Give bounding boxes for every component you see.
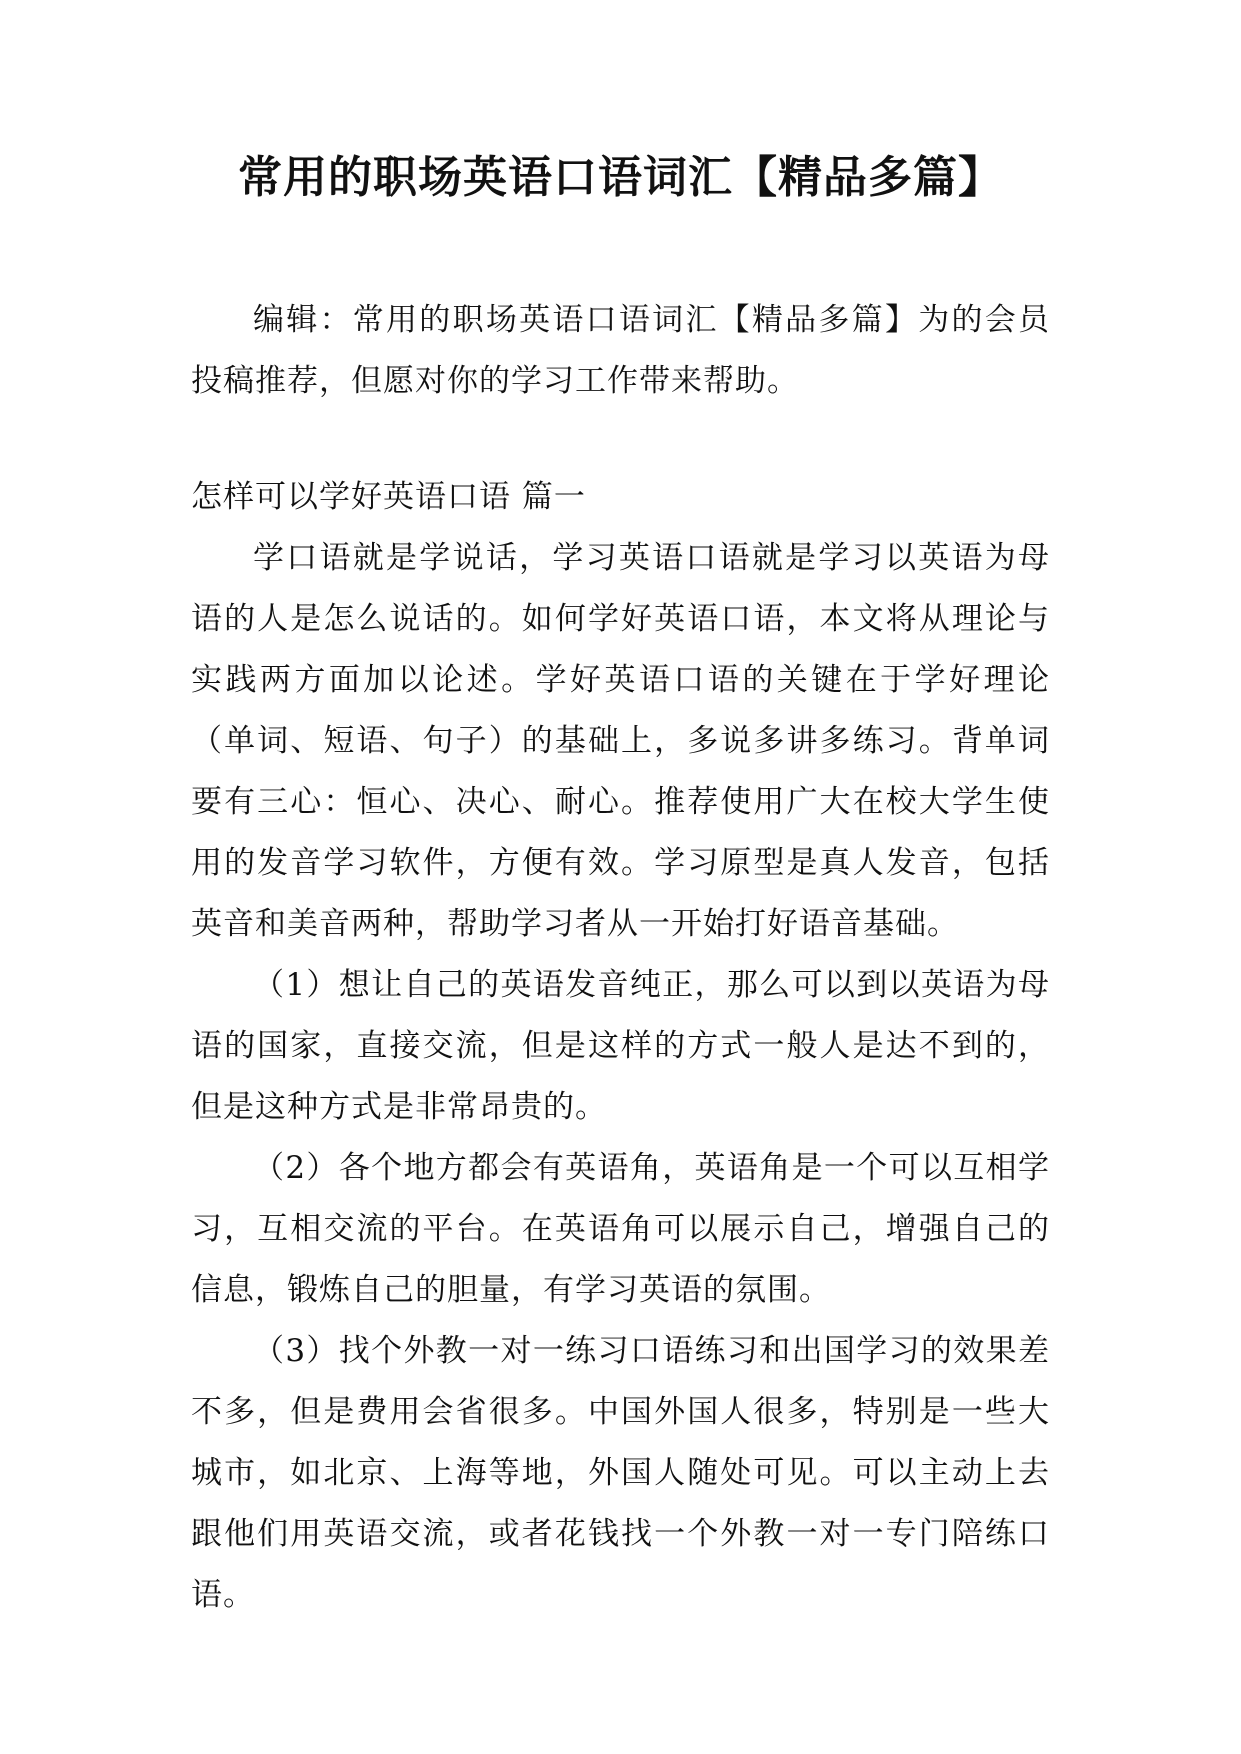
section-heading: 怎样可以学好英语口语 篇一 bbox=[191, 479, 586, 515]
document-title: 常用的职场英语口语词汇【精品多篇】 bbox=[238, 152, 1003, 203]
body-paragraph-3: （2）各个地方都会有英语角，英语角是一个可以互相学习，互相交流的平台。在英语角可以展示自己，增强自己的信息，锻炼自己的胆量，有学习英语的氛围。 bbox=[191, 1150, 1050, 1308]
document-body bbox=[191, 290, 1050, 1626]
intro-paragraph: 编辑：常用的职场英语口语词汇【精品多篇】为的会员投稿推荐，但愿对你的学习工作带来帮助。 bbox=[191, 302, 1050, 399]
body-paragraph-1: 学口语就是学说话，学习英语口语就是学习以英语为母语的人是怎么说话的。如何学好英语口语，本文将从理论与实践两方面加以论述。学好英语口语的关键在于学好理论（单词、短语、句子）的基础上，多说多讲多练习。背单词要有三心：恒心、决心、耐心。推荐使用广大在校大学生使用的发音学习软件，方便有效。学习原型是真人发音，包括英音和美音两种，帮助学习者从一开始打好语音基础。 bbox=[191, 540, 1050, 942]
body-paragraph-2: （1）想让自己的英语发音纯正，那么可以到以英语为母语的国家，直接交流，但是这样的方式一般人是达不到的，但是这种方式是非常昂贵的。 bbox=[191, 967, 1050, 1125]
spacer bbox=[191, 412, 1050, 467]
body-paragraph-4: （3）找个外教一对一练习口语练习和出国学习的效果差不多，但是费用会省很多。中国外国人很多，特别是一些大城市，如北京、上海等地，外国人随处可见。可以主动上去跟他们用英语交流，或者花钱找一个外教一对一专门陪练口语。 bbox=[191, 1333, 1050, 1613]
